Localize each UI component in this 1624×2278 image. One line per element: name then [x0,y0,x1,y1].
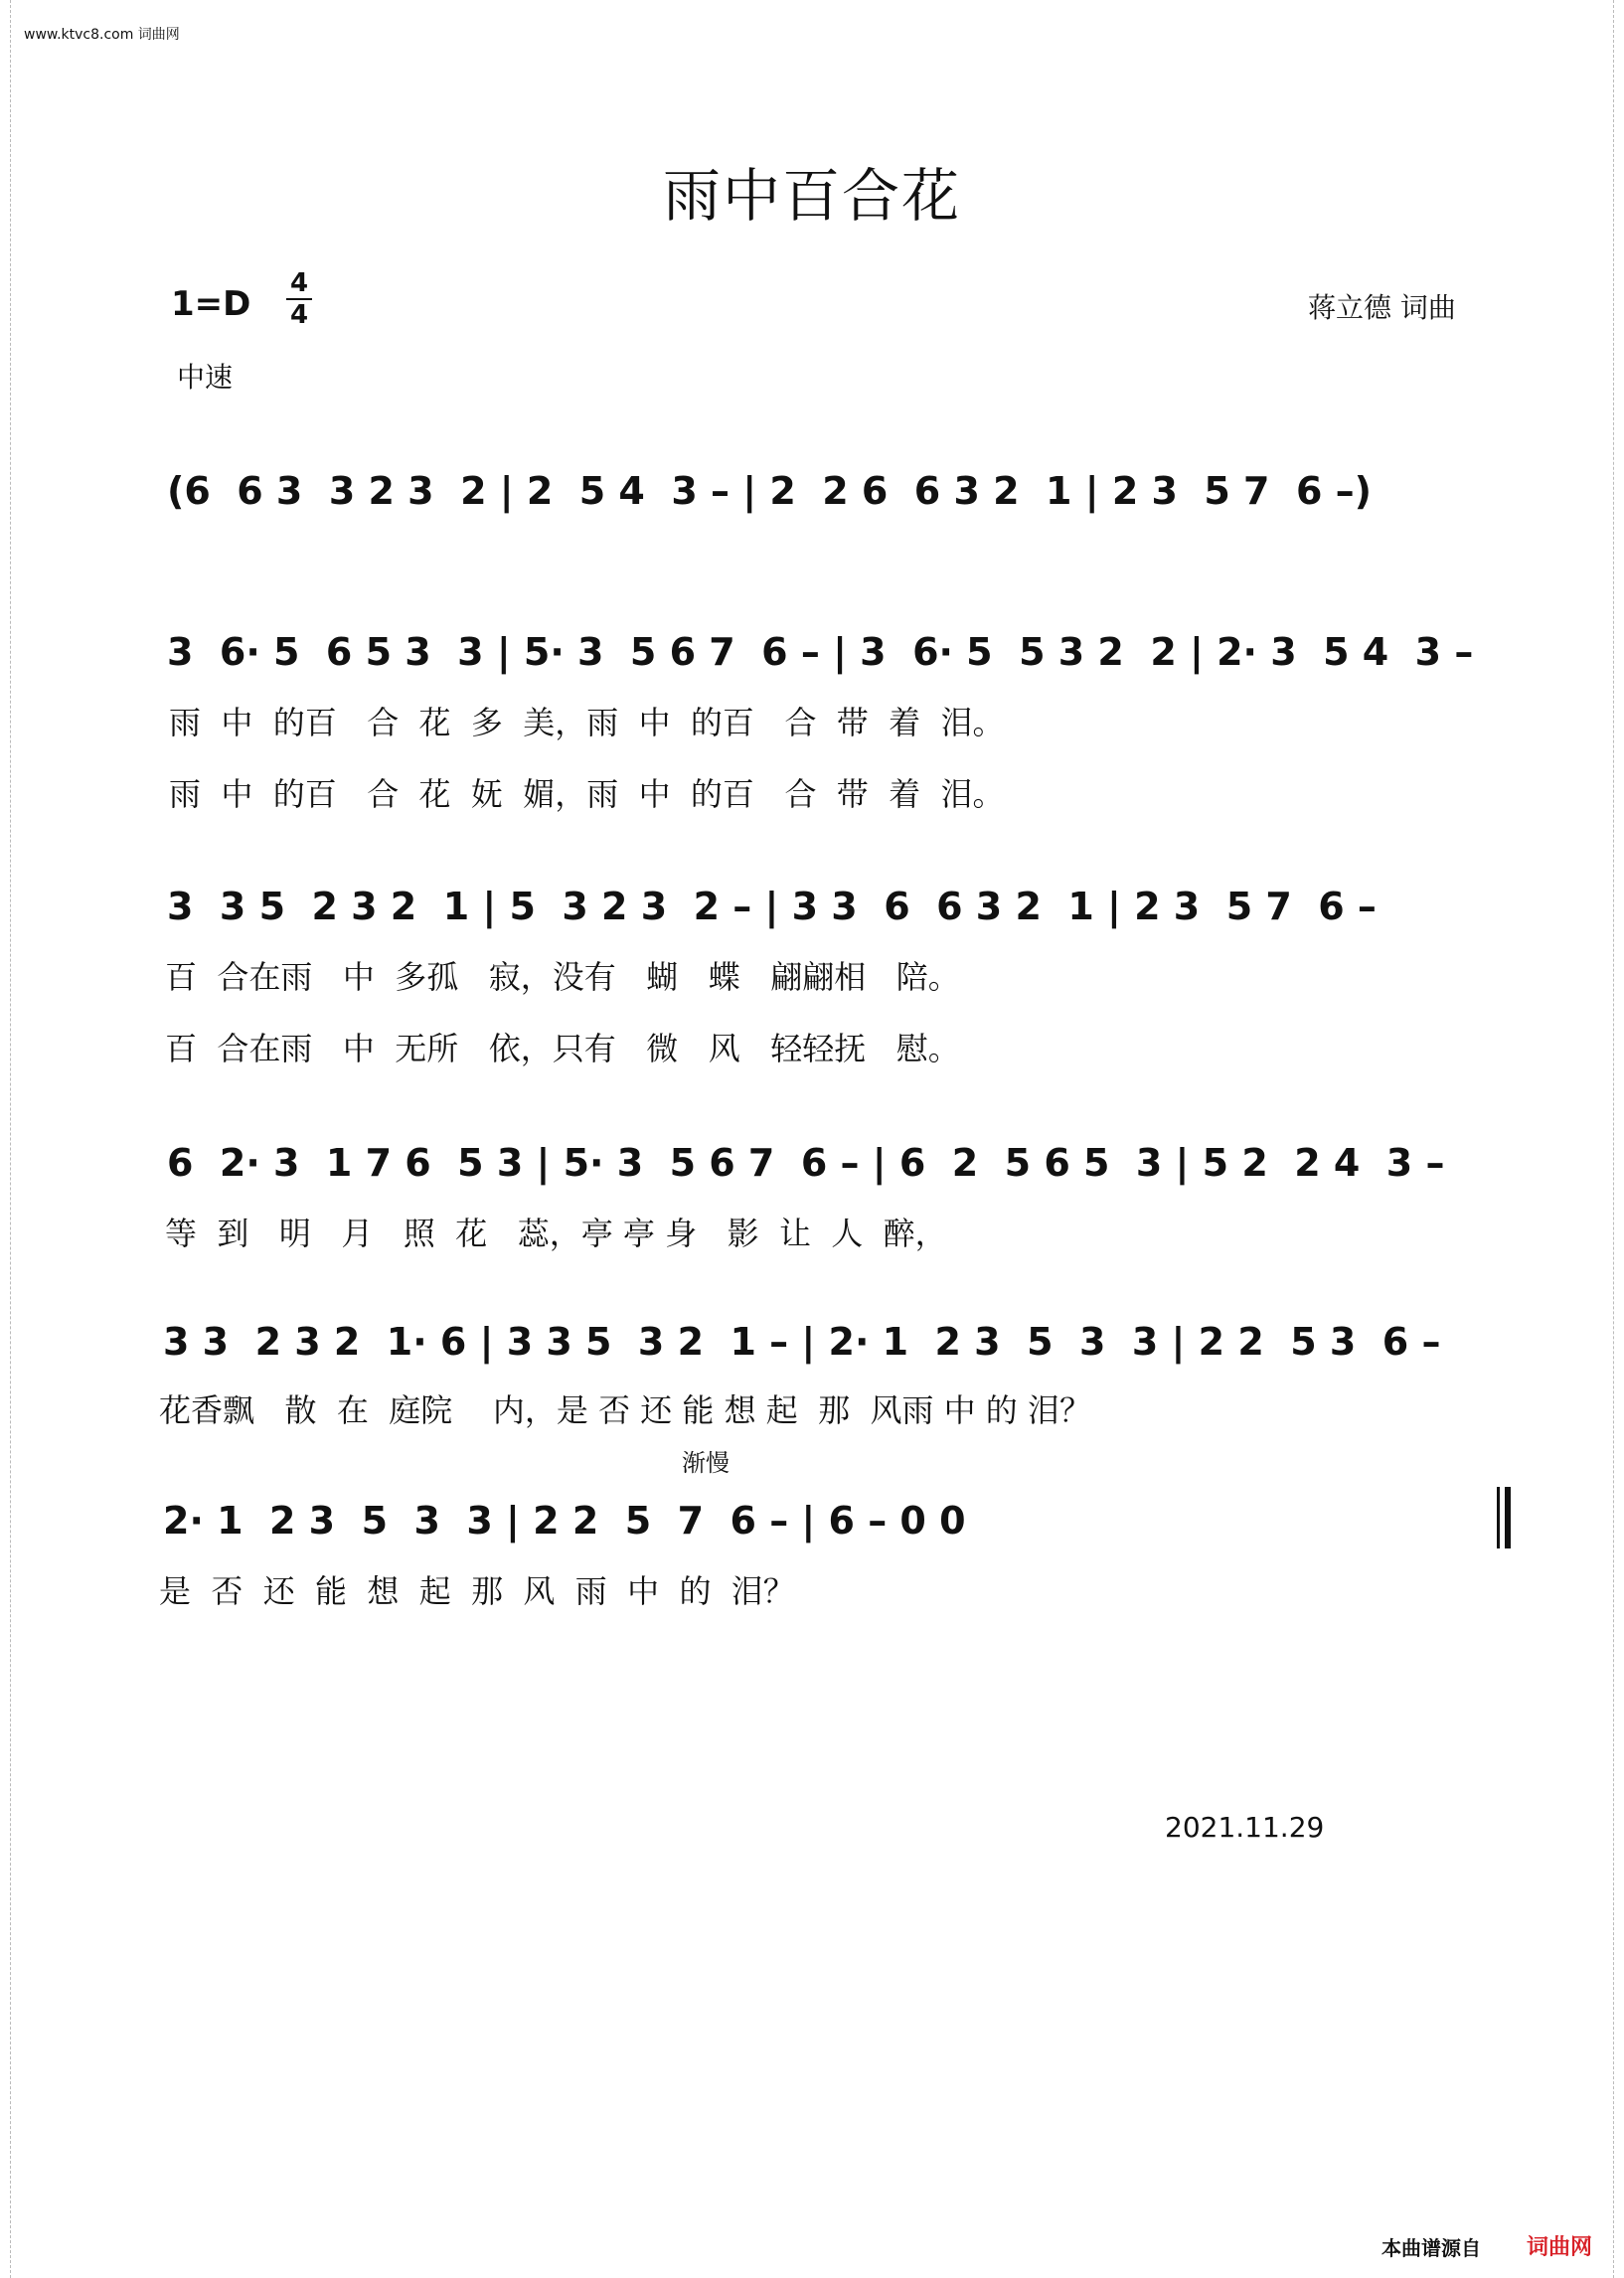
lyric-line-7 [159,1566,1511,1610]
left-watermark-strip [0,0,11,2278]
notation-text: 6 2· 3 1 7 6 5 3 | 5· 3 5 6 7 6 – | 6 2 5 6 5 3 | 5 2 2 4 3 – [167,1141,1445,1185]
notation-line-5 [159,1314,1511,1370]
final-barline-thick [1505,1487,1511,1548]
time-sig-bottom: 4 [289,300,309,330]
notation-line-4 [159,1135,1511,1191]
lyric-text: 花香飘 散 在 庭院 内，是 否 还 能 想 起 那 风雨 中 的 泪？ [159,1391,1091,1429]
footer-source-label: 本曲谱源自 [1381,2236,1481,2260]
lyric-text: 等 到 明 月 照 花 蕊，亭 亭 身 影 让 人 醉， [165,1215,947,1252]
notation-text: 3 3 2 3 2 1· 6 | 3 3 5 3 2 1 – | 2· 1 2 3 5 3 3 | 2 2 5 3 6 – [163,1320,1441,1364]
lyric-text: 雨 中 的百 合 花 多 美，雨 中 的百 合 带 着 泪。 [169,704,1005,741]
key-signature: 1=D [171,284,251,324]
notation-line-2 [159,624,1511,680]
lyric-line-3 [159,952,1511,996]
tempo-change-marking: 渐慢 [682,1449,730,1477]
notation-text: 2· 1 2 3 5 3 3 | 2 2 5 7 6 – | 6 – 0 0 [163,1499,966,1543]
lyric-line-1 [159,698,1511,741]
composer: 蒋立德 词曲 [1308,291,1456,324]
lyric-text: 百 合在雨 中 无所 依，只有 微 风 轻轻抚 慰。 [165,1030,960,1067]
final-barline-thin [1497,1487,1500,1548]
lyric-line-6 [159,1385,1511,1429]
tempo-marking: 中速 [177,361,234,394]
lyric-line-4 [159,1024,1511,1067]
notation-text: (6 6 3 3 2 3 2 | 2 5 4 3 – | 2 2 6 6 3 2 1 | 2 3 5 7 6 –) [167,469,1372,513]
notation-line-3 [159,879,1511,934]
notation-line-1 [159,463,1511,519]
lyric-text: 是 否 还 能 想 起 那 风 雨 中 的 泪？ [159,1572,795,1610]
date: 2021.11.29 [1165,1811,1325,1844]
site-url: www.ktvc8.com 词曲网 [24,27,180,43]
notation-line-6 [159,1493,1511,1548]
lyric-text: 雨 中 的百 合 花 妩 媚，雨 中 的百 合 带 着 泪。 [169,775,1005,813]
notation-text: 3 3 5 2 3 2 1 | 5 3 2 3 2 – | 3 3 6 6 3 2 1 | 2 3 5 7 6 – [167,885,1377,928]
song-title: 雨中百合花 [662,162,961,230]
notation-text: 3 6· 5 6 5 3 3 | 5· 3 5 6 7 6 – | 3 6· 5 5 3 2 2 | 2· 3 5 4 3 – [167,630,1474,674]
lyric-line-5 [159,1209,1511,1252]
footer-site-logo: 词曲网 [1527,2235,1593,2260]
lyric-line-2 [159,769,1511,813]
lyric-text: 百 合在雨 中 多孤 寂，没有 蝴 蝶 翩翩相 陪。 [165,958,960,996]
right-watermark-strip [1613,0,1624,2278]
time-signature [284,268,314,330]
time-sig-top: 4 [289,268,309,298]
